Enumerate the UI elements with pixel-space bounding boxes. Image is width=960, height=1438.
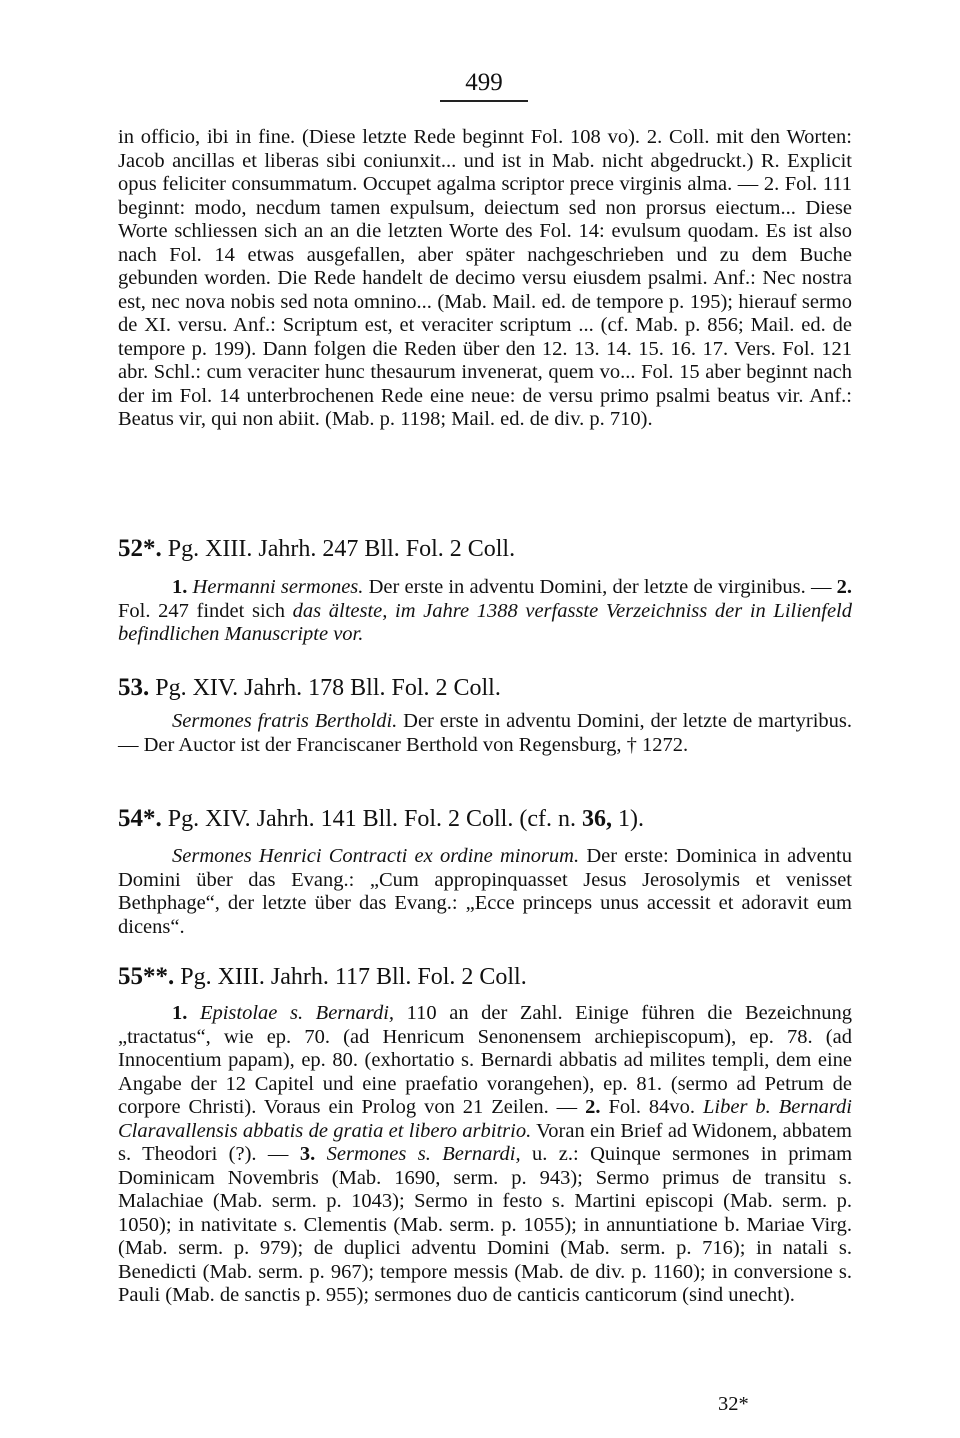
entry-part: u. z.: Quinque sermones in primam Dominicam Novembris (Mab. 1690, serm. p. 943); Sermo primus de transitu s. Malachiae (Mab. serm. p. 1043); Sermo in festo s. Martini episcopi (Mab. serm. p. 1050); in nativitate s. Clementis (Mab. serm. p. 1055); in annuntiatione b. Mariae Virg. (Mab. serm. p. 979); de duplici adventu Domini (Mab. serm. p. 716); in natali s. Benedicti (Mab. serm. p. 967); tempore messis (Mab. de div. p. 1160); in conversione s. Pauli (Mab. de sanctis p. 955); sermones duo de canticis canticorum (sind unecht). [118,1143,853,1306]
entry-heading-55 [118,962,527,992]
entry-part: Liber b. Bernardi Claravallensis abbatis de gratia et libero arbitrio. [118,1096,852,1142]
entry-part: 3. [299,1143,316,1165]
entry-heading-text: Pg. XIII. Jahrh. 117 Bll. Fol. 2 Coll. [180,964,527,990]
entry-body-54 [118,845,852,939]
entry-part: Fol. 84vo. [600,1096,704,1118]
entry-body-52 [118,576,852,647]
entry-part: Der erste in adventu Domini, der letzte de martyribus. — Der Auctor ist der Franciscaner Berthold von Regensburg, † 1272. [118,710,852,756]
entry-part: Sermones s. Bernardi, [326,1143,521,1165]
entry-part: Epistolae s. Bernardi, [199,1002,395,1024]
entry-part: Der erste in adventu Domini, der letzte de virginibus. — [363,576,837,598]
entry-part: Sermones fratris Bertholdi. [172,710,398,732]
entry-body-53 [118,710,852,757]
entry-body-55 [118,1002,852,1308]
entry-part: 110 an der Zahl. Einige führen die Bezeichnung „tractatus“, wie ep. 70. (ad Henricum Senonensem archiepiscopum), ep. 78. (ad Innocentium papam), ep. 80. (exhortatio s. Bernardi abbatis ad milites templi, dem eine Angabe der 12 Capitel und eine praefatio vorangehen), ep. 81. (sermo ad Petrum de corpore Christi). Voraus ein Prolog von 21 Zeilen. — [118,1002,853,1118]
entry-heading-53 [118,673,501,703]
entry-heading-ref: 36, [581,806,612,832]
entry-part: Hermanni sermones. [192,576,364,598]
entry-part: Sermones Henrici Contracti ex ordine minorum. [172,845,580,867]
entry-heading-text: Pg. XIV. Jahrh. 178 Bll. Fol. 2 Coll. [155,675,501,701]
entry-number: 55**. [118,963,175,990]
entry-part: 2. [836,576,852,598]
entry-number: 54*. [118,805,162,832]
entry-heading-text: Pg. XIII. Jahrh. 247 Bll. Fol. 2 Coll. [167,536,516,562]
entry-part: Fol. 247 findet sich [118,599,293,622]
entry-part: Der erste: Dominica in adventu Domini über das Evang.: „Cum appropinquasset Jesus Jerosolymis et venisset Bethphage“, der letzte über das Evang.: „Ecce princeps unus accessit et adoravit eum dicens“. [118,845,852,938]
page-number-rule [440,100,528,102]
entry-part: Voran ein Brief ad Widonem, abbatem s. Theodori (?). — [118,1119,852,1165]
intro-paragraph: in officio, ibi in fine. (Diese letzte Rede beginnt Fol. 108 vo). 2. Coll. mit den Worten: Jacob ancillas et liberas sibi coniunxit... und ist in Mab. nicht abgedruckt.) R. Explicit opus feliciter consummatum. Occupet agalma scriptor prece virginis alma. — 2. Fol. 111 beginnt: modo, necdum tamen expulsum, deiectum sed non prorsus eiectum... Diese Worte schliessen sich an an die letzten Worte des Fol. 14: evulsum quodam. Es ist also nach Fol. 14 etwas ausgefallen, aber später nachgeschrieben und zu dem Buche gebunden worden. Die Rede handelt de decimo versu eiusdem psalmi. Anf.: Nec nostra est, nec nova nobis sed nota omnino... (Mab. Mail. ed. de tempore p. 195); hierauf sermo de XI. versu. Anf.: Scriptum est, et veraciter scriptum ... (cf. Mab. p. 856; Mail. ed. de tempore p. 199). Dann folgen die Reden über den 12. 13. 14. 15. 16. 17. Vers. Fol. 121 abr. Schl.: cum veraciter hunc thesaurum invenerat, quem vo... Fol. 15 aber beginnt nach der im Fol. 14 unterbrochenen Rede eine neue: de versu primo psalmi beatus vir. Anf.: Beatus vir, qui non abiit. (Mab. p. 1198; Mail. ed. de div. p. 710). [118,126,852,430]
entry-part: das älteste, im Jahre 1388 verfasste Verzeichniss der in Lilienfeld befindlichen Manuscripte vor. [118,599,852,645]
signature-mark: 32* [718,1393,749,1415]
entry-number: 52*. [118,535,162,562]
entry-heading-tail: 1). [611,806,644,832]
entry-part [315,1143,326,1165]
page-number: 499 [465,69,503,96]
entry-number: 53. [118,674,150,701]
entry-part: 1. [172,576,193,598]
entry-heading-text: Pg. XIV. Jahrh. 141 Bll. Fol. 2 Coll. (cf. n. [167,806,576,832]
entry-part: 1. [172,1002,200,1024]
entry-heading-54 [118,804,644,834]
entry-part: 2. [585,1096,601,1118]
entry-heading-52 [118,534,515,564]
